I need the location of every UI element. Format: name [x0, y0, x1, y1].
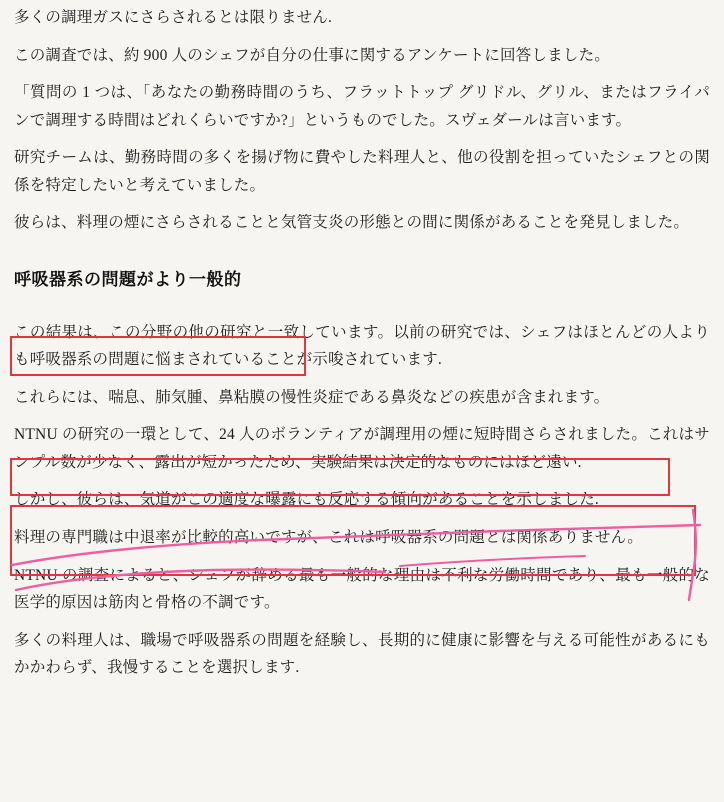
paragraph: NTNU の調査によると、シェフが辞める最も一般的な理由は不利な労働時間であり、最も一般的な医学的原因は筋肉と骨格の不調です。: [14, 566, 710, 612]
section-heading-wrap: [14, 251, 710, 307]
paragraph-highlighted-2: NTNU の研究の一環として、24 人のボランティアが調理用の煙に短時間さらされました。これはサンプル数が少なく、露出が短かったため、実験結果は決定的なものにはほど遠い.: [14, 426, 710, 471]
paragraph-highlighted-1: これらには、喘息、肺気腫、鼻粘膜の慢性炎症である鼻炎などの疾患が含まれます。: [14, 388, 610, 406]
paragraph: この結果は、この分野の他の研究と一致しています。以前の研究では、シェフはほとんどの人よりも呼吸器系の問題に悩まされていることが示唆されています.: [14, 323, 710, 369]
paragraph: 研究チームは、勤務時間の多くを揚げ物に費やした料理人と、他の役割を担っていたシェフとの関係を特定したいと考えていました。: [14, 149, 710, 194]
paragraph: 「質問の 1 つは、「あなたの勤務時間のうち、フラットトップ グリドル、グリル、またはフライパンで調理する時間はどれくらいですか?」というものでした。スヴェダールは言います。: [14, 84, 710, 129]
paragraph: しかし、彼らは、気道がこの適度な曝露にも反応する傾向があることを示しました.: [14, 491, 599, 509]
paragraph: この調査では、約 900 人のシェフが自分の仕事に関するアンケートに回答しました。: [14, 46, 610, 64]
section-heading: 呼吸器系の問題がより一般的: [14, 270, 242, 290]
paragraph: 彼らは、料理の煙にさらされることと気管支炎の形態との間に関係があることを発見しました。: [14, 214, 690, 232]
paragraph: 多くの料理人は、職場で呼吸器系の問題を経験し、長期的に健康に影響を与える可能性があるにもかかわらず、我慢することを選択します.: [14, 631, 710, 677]
paragraph: 多くの調理ガスにさらされるとは限りません.: [14, 9, 333, 26]
paragraph: 料理の専門職は中退率が比較的高いですが、これは呼吸器系の問題とは関係ありません。: [14, 529, 643, 547]
